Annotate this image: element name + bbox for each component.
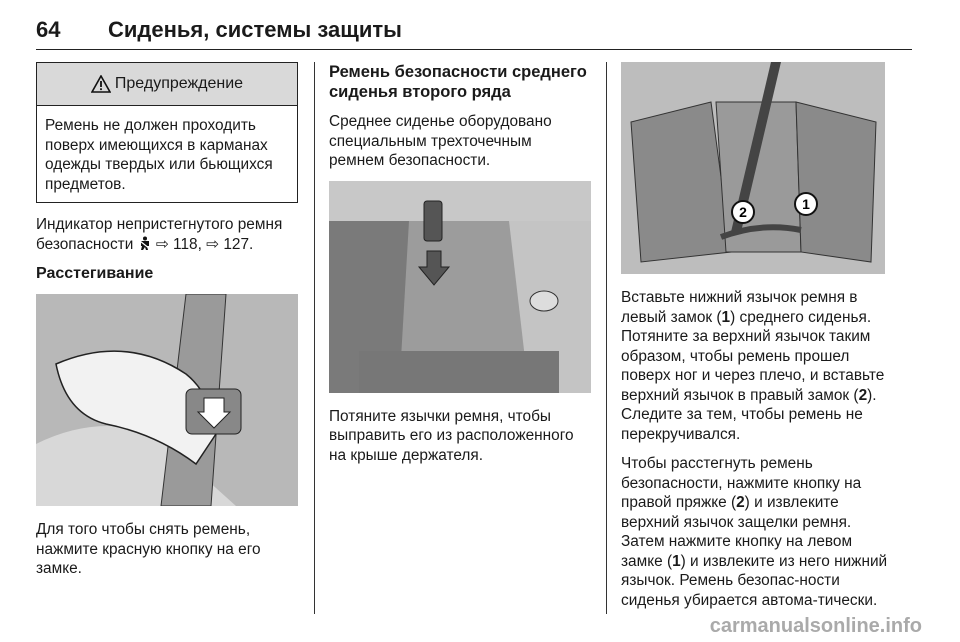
text-segment: Вставьте нижний язычок ремня в левый замок ( (621, 289, 858, 326)
unbuckle-caption: Для того чтобы снять ремень, нажмите красную кнопку на его замке. (36, 521, 261, 577)
ref-arrow-icon: ⇨ (206, 235, 220, 253)
warning-text: Ремень не должен проходить поверх имеющихся в карманах одежды твердых или бьющихся предметов. (45, 117, 273, 193)
ref-arrow-icon: ⇨ (155, 235, 169, 253)
callout-ref: 1 (721, 308, 731, 326)
column-divider (606, 62, 607, 614)
indicator-ref[interactable]: 127. (219, 235, 254, 253)
figure-label-2: 2 (739, 204, 747, 220)
warning-box (36, 62, 298, 203)
seatbelt-indicator-icon (138, 236, 152, 251)
section-heading-unbuckle: Расстегивание (36, 265, 154, 282)
release-paragraph (621, 454, 891, 610)
column-2 (329, 62, 591, 475)
indicator-text: Индикатор непристегнутого ремня безопасности (36, 216, 283, 253)
page-number: 64 (36, 17, 61, 42)
warning-title: Предупреждение (114, 75, 244, 93)
indicator-paragraph (36, 215, 298, 254)
section-heading-middle-belt: Ремень безопасности среднего сиденья второго ряда (329, 63, 587, 101)
insert-tongue-paragraph (621, 288, 891, 444)
warning-header (37, 63, 297, 106)
figure-label-1: 1 (802, 196, 810, 212)
text-segment: Чтобы расстегнуть ремень безопасности, нажмите кнопку на правой пряжке ( (621, 455, 862, 511)
page-title: Сиденья, системы защиты (108, 17, 402, 42)
middle-belt-intro: Среднее сиденье оборудовано специальным трехточечным ремнем безопасности. (329, 113, 552, 169)
page-header (36, 14, 912, 50)
text-segment: ) среднего сиденья. Потяните за верхний язычок таким образом, чтобы ремень прошел поверх ног и через плечо, и вставьте верхний язычок в правый замок ( (621, 308, 885, 404)
callout-ref: 2 (736, 494, 745, 511)
column-1 (36, 62, 298, 589)
indicator-ref[interactable]: 118, (168, 235, 207, 253)
roof-holder-caption: Потяните язычки ремня, чтобы выправить его из расположенного на крыше держателя. (329, 407, 574, 464)
text-segment: ) и извлеките из него нижний язычок. Ремень безопас-ности сиденья убирается автома-тически. (621, 552, 888, 609)
watermark: carmanualsonline.info (709, 615, 922, 637)
text-segment: ). Следите за тем, чтобы ремень не перекручивался. (621, 386, 877, 443)
figure-rear-seats (621, 62, 885, 274)
column-divider (314, 62, 315, 614)
text-segment: ) и извлеките верхний язычок защелки ремня. Затем нажмите кнопку на левом замке ( (621, 494, 853, 570)
figure-roof-holder (329, 181, 591, 393)
column-3 (621, 62, 891, 620)
callout-ref: 2 (858, 386, 868, 404)
figure-unbuckle (36, 294, 298, 506)
callout-ref: 1 (672, 552, 681, 570)
warning-triangle-icon (91, 75, 111, 93)
